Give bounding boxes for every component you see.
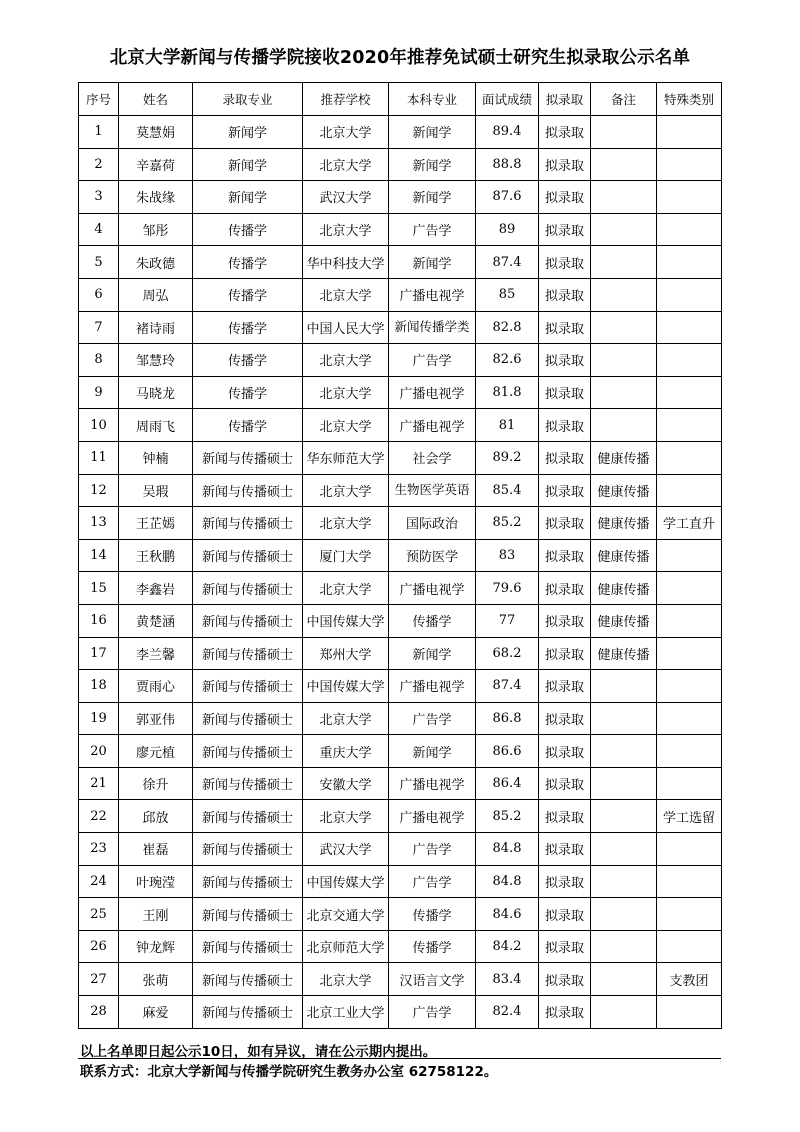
- cell-admitted-major: 新闻与传播硕士: [193, 670, 303, 703]
- footer-divider: [78, 1058, 721, 1059]
- cell-special-category: 学工选留: [657, 800, 722, 833]
- cell-admitted-major: 新闻学: [193, 116, 303, 149]
- cell-name: 叶琬滢: [119, 865, 193, 898]
- table-row: [79, 735, 722, 768]
- cell-special-category: [657, 637, 722, 670]
- cell-recommending-school: 北京大学: [303, 409, 389, 442]
- cell-undergrad-major: 广告学: [389, 213, 476, 246]
- cell-name: 李兰馨: [119, 637, 193, 670]
- cell-special-category: [657, 409, 722, 442]
- cell-recommending-school: 中国传媒大学: [303, 865, 389, 898]
- cell-admitted-major: 新闻与传播硕士: [193, 767, 303, 800]
- cell-special-category: [657, 148, 722, 181]
- cell-recommending-school: 武汉大学: [303, 833, 389, 866]
- cell-admitted-major: 新闻学: [193, 148, 303, 181]
- cell-recommending-school: 华东师范大学: [303, 441, 389, 474]
- cell-special-category: [657, 539, 722, 572]
- header-index: 序号: [79, 83, 119, 116]
- cell-name: 朱政德: [119, 246, 193, 279]
- header-recommending-school: 推荐学校: [303, 83, 389, 116]
- cell-recommending-school: 中国传媒大学: [303, 604, 389, 637]
- cell-admission-status: 拟录取: [539, 507, 591, 540]
- cell-admitted-major: 新闻学: [193, 181, 303, 214]
- cell-remarks: [591, 930, 657, 963]
- cell-admission-status: 拟录取: [539, 833, 591, 866]
- table-row: [79, 181, 722, 214]
- cell-name: 张萌: [119, 963, 193, 996]
- cell-undergrad-major: 广告学: [389, 833, 476, 866]
- cell-special-category: [657, 865, 722, 898]
- cell-admission-status: 拟录取: [539, 539, 591, 572]
- cell-name: 王刚: [119, 898, 193, 931]
- cell-interview-score: 85.2: [476, 507, 539, 540]
- table-row: [79, 996, 722, 1029]
- cell-admission-status: 拟录取: [539, 116, 591, 149]
- cell-remarks: 健康传播: [591, 539, 657, 572]
- cell-index: 27: [79, 963, 119, 996]
- table-row: [79, 637, 722, 670]
- cell-undergrad-major: 新闻学: [389, 735, 476, 768]
- cell-remarks: [591, 213, 657, 246]
- table-row: [79, 311, 722, 344]
- table-row: [79, 278, 722, 311]
- cell-remarks: [591, 376, 657, 409]
- cell-recommending-school: 北京大学: [303, 344, 389, 377]
- header-undergrad-major: 本科专业: [389, 83, 476, 116]
- cell-undergrad-major: 汉语言文学: [389, 963, 476, 996]
- header-admitted-major: 录取专业: [193, 83, 303, 116]
- cell-recommending-school: 中国人民大学: [303, 311, 389, 344]
- table-row: [79, 441, 722, 474]
- table-row: [79, 898, 722, 931]
- cell-remarks: [591, 148, 657, 181]
- cell-remarks: 健康传播: [591, 507, 657, 540]
- table-row: [79, 767, 722, 800]
- cell-undergrad-major: 广播电视学: [389, 767, 476, 800]
- cell-special-category: [657, 670, 722, 703]
- cell-index: 18: [79, 670, 119, 703]
- cell-index: 14: [79, 539, 119, 572]
- contact-text: 联系方式：北京大学新闻与传播学院研究生教务办公室 62758122。: [80, 1064, 498, 1080]
- cell-interview-score: 68.2: [476, 637, 539, 670]
- table-row: [79, 963, 722, 996]
- table-row: [79, 604, 722, 637]
- cell-undergrad-major: 生物医学英语: [389, 474, 476, 507]
- cell-remarks: [591, 735, 657, 768]
- cell-undergrad-major: 广播电视学: [389, 670, 476, 703]
- cell-remarks: [591, 670, 657, 703]
- cell-admission-status: 拟录取: [539, 996, 591, 1029]
- cell-admission-status: 拟录取: [539, 181, 591, 214]
- table-row: [79, 246, 722, 279]
- cell-undergrad-major: 广告学: [389, 702, 476, 735]
- cell-name: 吴瑕: [119, 474, 193, 507]
- cell-recommending-school: 北京大学: [303, 213, 389, 246]
- header-remarks: 备注: [591, 83, 657, 116]
- cell-name: 麻爱: [119, 996, 193, 1029]
- cell-admitted-major: 新闻与传播硕士: [193, 474, 303, 507]
- cell-admission-status: 拟录取: [539, 702, 591, 735]
- cell-name: 朱战缘: [119, 181, 193, 214]
- cell-index: 21: [79, 767, 119, 800]
- cell-admitted-major: 新闻与传播硕士: [193, 702, 303, 735]
- cell-index: 3: [79, 181, 119, 214]
- cell-index: 20: [79, 735, 119, 768]
- table-row: [79, 213, 722, 246]
- cell-interview-score: 81.8: [476, 376, 539, 409]
- cell-index: 4: [79, 213, 119, 246]
- cell-name: 莫慧娟: [119, 116, 193, 149]
- cell-recommending-school: 郑州大学: [303, 637, 389, 670]
- cell-recommending-school: 北京工业大学: [303, 996, 389, 1029]
- cell-interview-score: 84.8: [476, 865, 539, 898]
- cell-index: 22: [79, 800, 119, 833]
- cell-index: 12: [79, 474, 119, 507]
- cell-interview-score: 84.8: [476, 833, 539, 866]
- cell-special-category: [657, 441, 722, 474]
- cell-admitted-major: 传播学: [193, 246, 303, 279]
- cell-remarks: [591, 800, 657, 833]
- table-row: [79, 116, 722, 149]
- table-row: [79, 800, 722, 833]
- cell-index: 10: [79, 409, 119, 442]
- cell-interview-score: 86.8: [476, 702, 539, 735]
- cell-admitted-major: 新闻与传播硕士: [193, 996, 303, 1029]
- cell-index: 24: [79, 865, 119, 898]
- cell-recommending-school: 厦门大学: [303, 539, 389, 572]
- header-name: 姓名: [119, 83, 193, 116]
- cell-recommending-school: 北京大学: [303, 507, 389, 540]
- cell-recommending-school: 华中科技大学: [303, 246, 389, 279]
- cell-admitted-major: 传播学: [193, 278, 303, 311]
- cell-index: 8: [79, 344, 119, 377]
- cell-interview-score: 82.8: [476, 311, 539, 344]
- cell-remarks: [591, 116, 657, 149]
- cell-admitted-major: 新闻与传播硕士: [193, 507, 303, 540]
- cell-undergrad-major: 新闻学: [389, 246, 476, 279]
- cell-admitted-major: 新闻与传播硕士: [193, 865, 303, 898]
- notice-text: 以上名单即日起公示10日，如有异议，请在公示期内提出。: [80, 1044, 437, 1060]
- cell-undergrad-major: 广播电视学: [389, 278, 476, 311]
- cell-remarks: [591, 963, 657, 996]
- cell-name: 马晓龙: [119, 376, 193, 409]
- cell-interview-score: 87.6: [476, 181, 539, 214]
- cell-admitted-major: 新闻与传播硕士: [193, 604, 303, 637]
- cell-recommending-school: 安徽大学: [303, 767, 389, 800]
- cell-interview-score: 86.4: [476, 767, 539, 800]
- table-row: [79, 376, 722, 409]
- cell-special-category: [657, 278, 722, 311]
- cell-admission-status: 拟录取: [539, 767, 591, 800]
- cell-special-category: [657, 376, 722, 409]
- cell-admission-status: 拟录取: [539, 441, 591, 474]
- cell-admission-status: 拟录取: [539, 735, 591, 768]
- cell-admitted-major: 新闻与传播硕士: [193, 735, 303, 768]
- cell-recommending-school: 北京大学: [303, 116, 389, 149]
- cell-index: 6: [79, 278, 119, 311]
- cell-remarks: [591, 865, 657, 898]
- cell-special-category: 学工直升: [657, 507, 722, 540]
- cell-interview-score: 85.4: [476, 474, 539, 507]
- cell-admission-status: 拟录取: [539, 930, 591, 963]
- table-row: [79, 507, 722, 540]
- cell-remarks: [591, 311, 657, 344]
- cell-remarks: [591, 181, 657, 214]
- cell-admission-status: 拟录取: [539, 376, 591, 409]
- cell-interview-score: 77: [476, 604, 539, 637]
- cell-recommending-school: 北京大学: [303, 963, 389, 996]
- cell-undergrad-major: 广告学: [389, 865, 476, 898]
- cell-undergrad-major: 传播学: [389, 930, 476, 963]
- cell-admitted-major: 新闻与传播硕士: [193, 800, 303, 833]
- cell-index: 15: [79, 572, 119, 605]
- table-row: [79, 702, 722, 735]
- admission-table: [78, 82, 722, 1029]
- cell-special-category: [657, 898, 722, 931]
- cell-admission-status: 拟录取: [539, 637, 591, 670]
- cell-special-category: [657, 116, 722, 149]
- cell-interview-score: 89: [476, 213, 539, 246]
- cell-name: 邱放: [119, 800, 193, 833]
- cell-undergrad-major: 广播电视学: [389, 376, 476, 409]
- cell-name: 李鑫岩: [119, 572, 193, 605]
- cell-interview-score: 87.4: [476, 670, 539, 703]
- table-row: [79, 670, 722, 703]
- cell-special-category: [657, 181, 722, 214]
- cell-remarks: 健康传播: [591, 441, 657, 474]
- table-row: [79, 833, 722, 866]
- header-interview-score: 面试成绩: [476, 83, 539, 116]
- cell-recommending-school: 北京师范大学: [303, 930, 389, 963]
- cell-admission-status: 拟录取: [539, 800, 591, 833]
- cell-index: 1: [79, 116, 119, 149]
- table-row: [79, 930, 722, 963]
- cell-index: 11: [79, 441, 119, 474]
- cell-admission-status: 拟录取: [539, 148, 591, 181]
- cell-remarks: [591, 702, 657, 735]
- header-admission-status: 拟录取: [539, 83, 591, 116]
- cell-index: 19: [79, 702, 119, 735]
- cell-interview-score: 86.6: [476, 735, 539, 768]
- cell-name: 廖元植: [119, 735, 193, 768]
- cell-name: 钟龙辉: [119, 930, 193, 963]
- cell-special-category: 支教团: [657, 963, 722, 996]
- cell-undergrad-major: 新闻学: [389, 181, 476, 214]
- cell-recommending-school: 北京交通大学: [303, 898, 389, 931]
- cell-undergrad-major: 广播电视学: [389, 572, 476, 605]
- table-row: [79, 409, 722, 442]
- cell-special-category: [657, 702, 722, 735]
- cell-remarks: [591, 898, 657, 931]
- cell-interview-score: 79.6: [476, 572, 539, 605]
- cell-name: 褚诗雨: [119, 311, 193, 344]
- cell-interview-score: 84.2: [476, 930, 539, 963]
- cell-recommending-school: 北京大学: [303, 278, 389, 311]
- cell-interview-score: 84.6: [476, 898, 539, 931]
- cell-interview-score: 88.8: [476, 148, 539, 181]
- cell-name: 邹彤: [119, 213, 193, 246]
- cell-interview-score: 85: [476, 278, 539, 311]
- cell-remarks: [591, 246, 657, 279]
- cell-name: 钟楠: [119, 441, 193, 474]
- cell-remarks: [591, 278, 657, 311]
- cell-special-category: [657, 930, 722, 963]
- cell-admitted-major: 新闻与传播硕士: [193, 930, 303, 963]
- cell-special-category: [657, 474, 722, 507]
- cell-admission-status: 拟录取: [539, 311, 591, 344]
- cell-remarks: 健康传播: [591, 637, 657, 670]
- cell-admitted-major: 传播学: [193, 311, 303, 344]
- cell-recommending-school: 武汉大学: [303, 181, 389, 214]
- cell-undergrad-major: 广播电视学: [389, 800, 476, 833]
- cell-name: 辛嘉荷: [119, 148, 193, 181]
- cell-special-category: [657, 246, 722, 279]
- cell-admitted-major: 新闻与传播硕士: [193, 833, 303, 866]
- cell-undergrad-major: 广播电视学: [389, 409, 476, 442]
- cell-recommending-school: 北京大学: [303, 376, 389, 409]
- cell-admitted-major: 新闻与传播硕士: [193, 898, 303, 931]
- cell-remarks: 健康传播: [591, 572, 657, 605]
- cell-admission-status: 拟录取: [539, 278, 591, 311]
- cell-interview-score: 82.6: [476, 344, 539, 377]
- cell-remarks: 健康传播: [591, 474, 657, 507]
- header-special-category: 特殊类别: [657, 83, 722, 116]
- cell-remarks: [591, 767, 657, 800]
- cell-index: 17: [79, 637, 119, 670]
- cell-special-category: [657, 572, 722, 605]
- table-row: [79, 148, 722, 181]
- cell-recommending-school: 北京大学: [303, 702, 389, 735]
- cell-interview-score: 81: [476, 409, 539, 442]
- cell-remarks: [591, 344, 657, 377]
- cell-recommending-school: 中国传媒大学: [303, 670, 389, 703]
- cell-special-category: [657, 996, 722, 1029]
- cell-special-category: [657, 311, 722, 344]
- cell-admission-status: 拟录取: [539, 474, 591, 507]
- cell-admission-status: 拟录取: [539, 344, 591, 377]
- table-row: [79, 572, 722, 605]
- cell-admission-status: 拟录取: [539, 572, 591, 605]
- cell-index: 16: [79, 604, 119, 637]
- cell-undergrad-major: 广告学: [389, 996, 476, 1029]
- cell-admission-status: 拟录取: [539, 963, 591, 996]
- cell-index: 25: [79, 898, 119, 931]
- cell-name: 贾雨心: [119, 670, 193, 703]
- cell-interview-score: 82.4: [476, 996, 539, 1029]
- cell-name: 邹慧玲: [119, 344, 193, 377]
- cell-admission-status: 拟录取: [539, 409, 591, 442]
- cell-admitted-major: 传播学: [193, 409, 303, 442]
- cell-admission-status: 拟录取: [539, 670, 591, 703]
- cell-interview-score: 85.2: [476, 800, 539, 833]
- cell-remarks: 健康传播: [591, 604, 657, 637]
- cell-undergrad-major: 新闻学: [389, 148, 476, 181]
- cell-index: 2: [79, 148, 119, 181]
- cell-special-category: [657, 344, 722, 377]
- cell-name: 周弘: [119, 278, 193, 311]
- cell-admission-status: 拟录取: [539, 865, 591, 898]
- cell-name: 王秋鹏: [119, 539, 193, 572]
- cell-undergrad-major: 传播学: [389, 604, 476, 637]
- table-header-row: [79, 83, 722, 116]
- cell-admitted-major: 新闻与传播硕士: [193, 963, 303, 996]
- cell-admission-status: 拟录取: [539, 604, 591, 637]
- cell-undergrad-major: 国际政治: [389, 507, 476, 540]
- cell-interview-score: 87.4: [476, 246, 539, 279]
- cell-undergrad-major: 社会学: [389, 441, 476, 474]
- cell-undergrad-major: 预防医学: [389, 539, 476, 572]
- cell-recommending-school: 北京大学: [303, 148, 389, 181]
- cell-undergrad-major: 传播学: [389, 898, 476, 931]
- table-row: [79, 344, 722, 377]
- cell-remarks: [591, 996, 657, 1029]
- cell-admitted-major: 新闻与传播硕士: [193, 539, 303, 572]
- cell-interview-score: 89.4: [476, 116, 539, 149]
- table-row: [79, 474, 722, 507]
- cell-name: 崔磊: [119, 833, 193, 866]
- cell-name: 黄楚涵: [119, 604, 193, 637]
- cell-recommending-school: 重庆大学: [303, 735, 389, 768]
- cell-recommending-school: 北京大学: [303, 800, 389, 833]
- cell-special-category: [657, 213, 722, 246]
- table-row: [79, 539, 722, 572]
- cell-remarks: [591, 409, 657, 442]
- cell-index: 26: [79, 930, 119, 963]
- cell-admission-status: 拟录取: [539, 898, 591, 931]
- cell-admitted-major: 传播学: [193, 213, 303, 246]
- cell-name: 徐升: [119, 767, 193, 800]
- cell-admitted-major: 新闻与传播硕士: [193, 637, 303, 670]
- cell-name: 王芷嫣: [119, 507, 193, 540]
- table-body: [79, 116, 722, 1029]
- cell-undergrad-major: 新闻传播学类: [389, 311, 476, 344]
- cell-undergrad-major: 广告学: [389, 344, 476, 377]
- cell-recommending-school: 北京大学: [303, 572, 389, 605]
- cell-name: 郭亚伟: [119, 702, 193, 735]
- page-title: 北京大学新闻与传播学院接收2020年推荐免试硕士研究生拟录取公示名单: [109, 48, 691, 68]
- table-row: [79, 865, 722, 898]
- cell-index: 9: [79, 376, 119, 409]
- cell-admitted-major: 新闻与传播硕士: [193, 441, 303, 474]
- cell-interview-score: 83.4: [476, 963, 539, 996]
- cell-interview-score: 89.2: [476, 441, 539, 474]
- cell-interview-score: 83: [476, 539, 539, 572]
- cell-special-category: [657, 767, 722, 800]
- cell-admitted-major: 传播学: [193, 376, 303, 409]
- cell-remarks: [591, 833, 657, 866]
- cell-name: 周雨飞: [119, 409, 193, 442]
- cell-index: 23: [79, 833, 119, 866]
- cell-admitted-major: 新闻与传播硕士: [193, 572, 303, 605]
- cell-undergrad-major: 新闻学: [389, 116, 476, 149]
- cell-undergrad-major: 新闻学: [389, 637, 476, 670]
- cell-special-category: [657, 833, 722, 866]
- cell-index: 5: [79, 246, 119, 279]
- cell-admitted-major: 传播学: [193, 344, 303, 377]
- cell-recommending-school: 北京大学: [303, 474, 389, 507]
- cell-admission-status: 拟录取: [539, 213, 591, 246]
- cell-index: 13: [79, 507, 119, 540]
- cell-index: 28: [79, 996, 119, 1029]
- cell-admission-status: 拟录取: [539, 246, 591, 279]
- cell-index: 7: [79, 311, 119, 344]
- cell-special-category: [657, 735, 722, 768]
- cell-special-category: [657, 604, 722, 637]
